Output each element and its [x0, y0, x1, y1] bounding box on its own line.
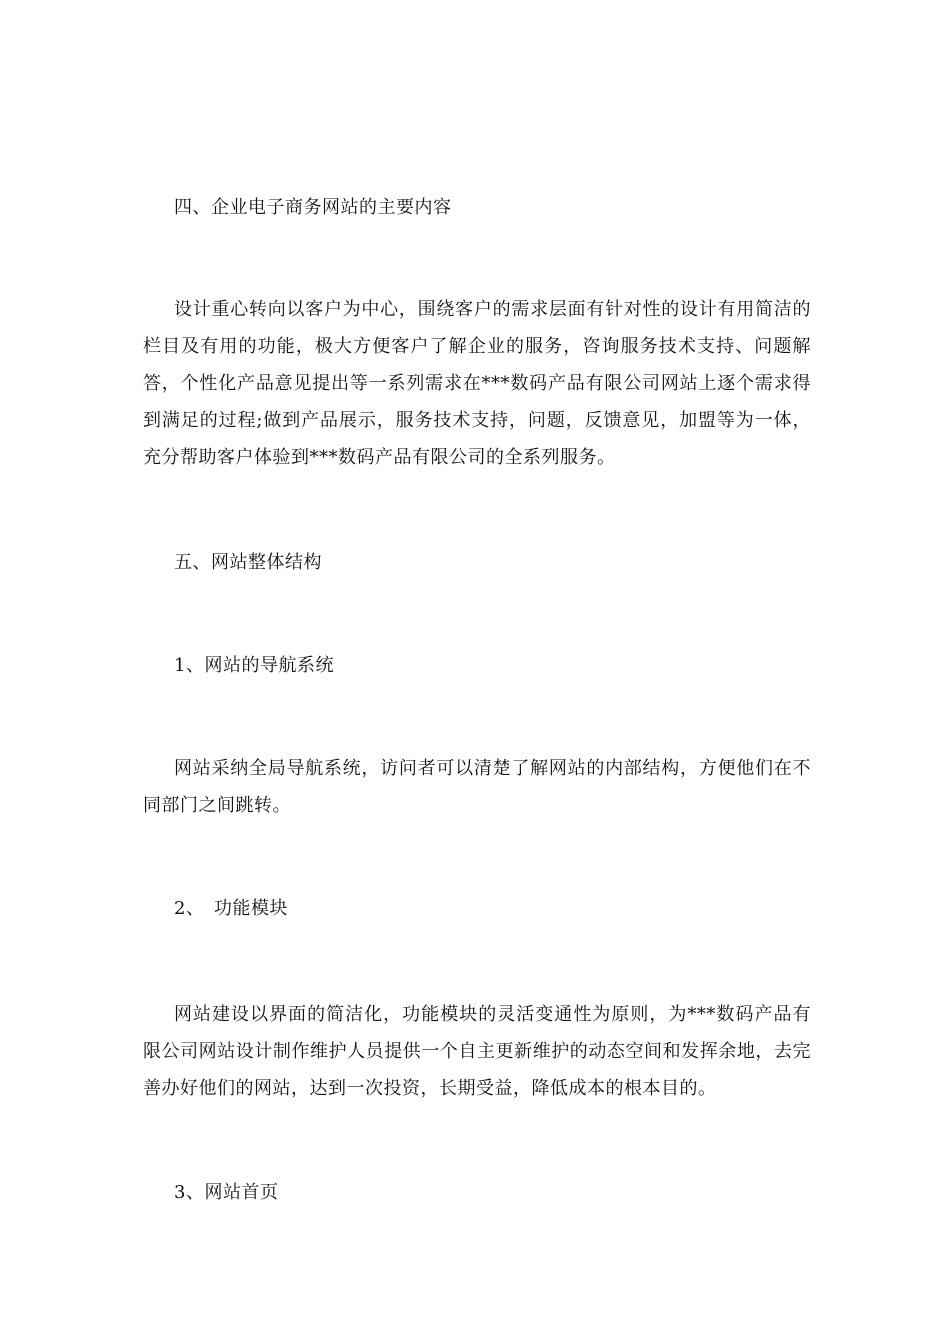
- paragraph-modules: 网站建设以界面的简洁化，功能模块的灵活变通性为原则，为***数码产品有限公司网站设计制作维护人员提供一个自主更新维护的动态空间和发挥余地，去完善办好他们的网站，达到一次投资，长期受益，降低成本的根本目的。: [143, 1004, 811, 1099]
- paragraph-navigation: 网站采纳全局导航系统，访问者可以清楚了解网站的内部结构，方便他们在不同部门之间跳转。: [143, 758, 811, 816]
- subheading-navigation: 1、网站的导航系统: [174, 655, 334, 676]
- paragraph-content: 设计重心转向以客户为中心，围绕客户的需求层面有针对性的设计有用简洁的栏目及有用的功能，极大方便客户了解企业的服务，咨询服务技术支持、问题解答，个性化产品意见提出等一系列需求在***数码产品有限公司网站上逐个需求得到满足的过程;做到产品展示，服务技术支持，问题，反馈意见，加盟等为一体，充分帮助客户体验到***数码产品有限公司的全系列服务。: [143, 299, 811, 468]
- section-heading-content: 四、企业电子商务网站的主要内容: [174, 197, 452, 218]
- section-heading-structure: 五、网站整体结构: [174, 552, 322, 573]
- subheading-homepage: 3、网站首页: [174, 1182, 279, 1203]
- subheading-modules: 2、 功能模块: [174, 898, 288, 919]
